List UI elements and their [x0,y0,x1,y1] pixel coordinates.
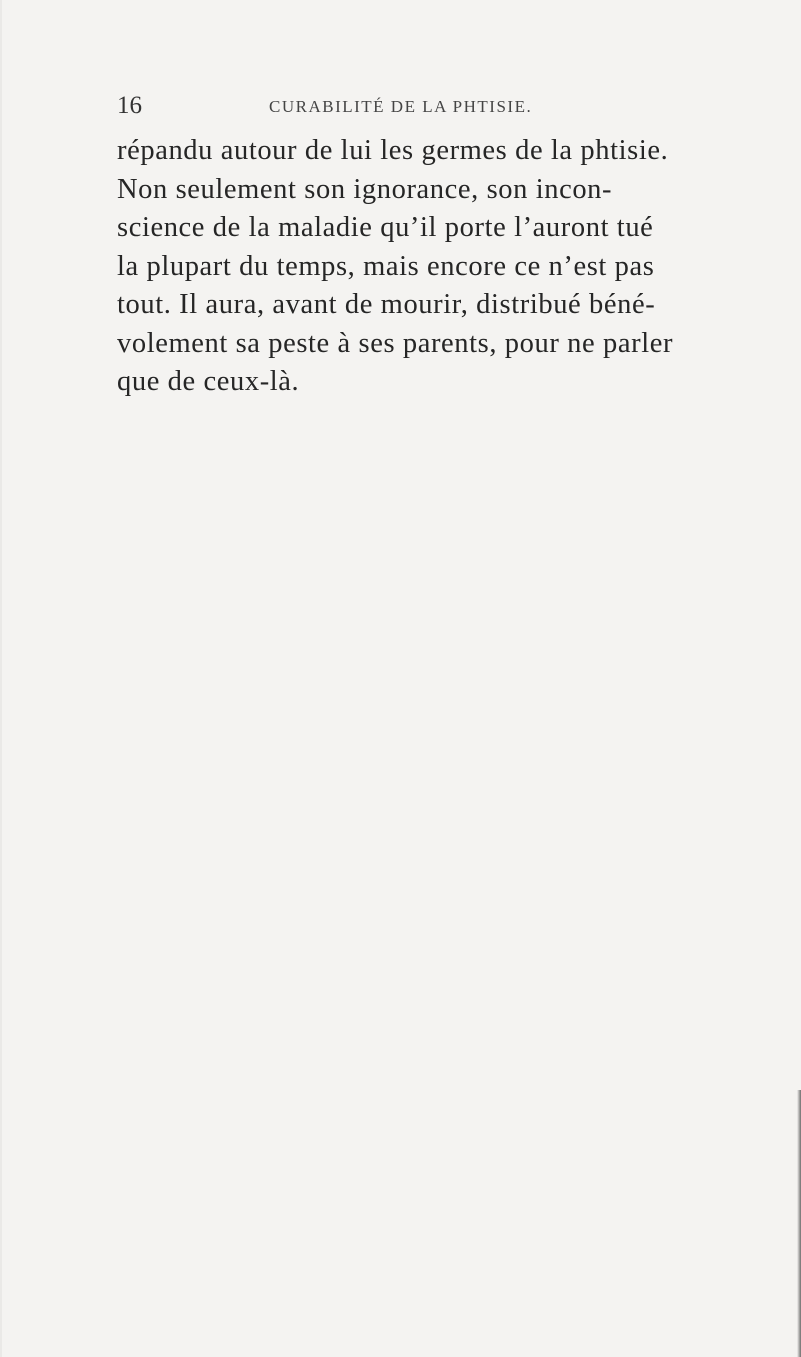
page-number: 16 [117,92,142,119]
body-text [117,132,757,402]
scan-edge-shadow [797,1090,801,1357]
running-title: CURABILITÉ DE LA PHTISIE. [269,97,533,116]
text-line: tout. Il aura, avant de mourir, distribué béné- [117,289,656,320]
page-header [117,92,707,122]
text-line: volement sa peste à ses parents, pour ne parler [117,327,674,359]
page-edge-shadow [0,0,2,1357]
text-line: Non seulement son ignorance, son incon- [117,173,613,205]
text-line: science de la maladie qu’il porte l’auront tué [117,212,654,243]
text-line: la plupart du temps, mais encore ce n’est pas [117,250,655,282]
text-line: répandu autour de lui les germes de la phtisie. [117,135,669,166]
text-line: que de ceux-là. [117,366,300,397]
